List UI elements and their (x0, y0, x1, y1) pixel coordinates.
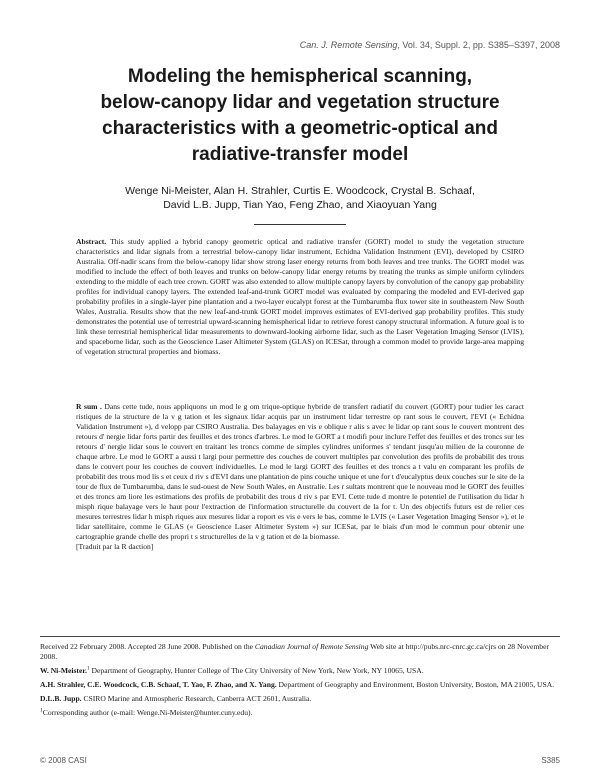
received-note: Received 22 February 2008. Accepted 28 June 2008. Published on the Canadian Journal of Remote Sensing Web site at http://pubs.nrc-cnrc.gc.ca/cjrs on 28 November 2008. (40, 642, 549, 661)
paper-title (40, 64, 560, 168)
citation-details: , Vol. 34, Suppl. 2, pp. S385–S397, 2008 (397, 40, 560, 50)
abstract-text: This study applied a hybrid canopy geometric optical and radiative transfer (GORT) model to study the vegetation structure characteristics and lidar signals from a terrestrial below-canopy lidar instrument, Echidna Validation Instrument (EVI), developed by CSIRO Australia. Off-nadir scans from the below-canopy lidar show strong laser energy returns from both leaves and tree trunks. The GORT model was modified to include the effect of both leaves and trunks on below-canopy lidar energy returns by treating the trunks as simple uniform cylinders extending to the middle of each tree crown. GORT was also extended to allow multiple canopy layers by convolution of the canopy gap probability profiles for individual canopy layers. The extended leaf-and-trunk GORT model was evaluated by comparing the modeled and EVI-derived gap probability profiles in a single-layer pine plantation and a two-layer eucalypt forest at the Tumbarumba flux tower site in southeastern New South Wales, Australia. Results show that the new leaf-and-trunk GORT model improves estimates of EVI-derived gap probability profiles. This study demonstrates the potential use of terrestrial upward-scanning hemispherical lidar to retrieve forest canopy structural information. A future goal is to link these terrestrial hemispherical lidar measurements to downward-looking airborne lidar, such as the Laser Vegetation Imaging Sensor (LVIS), and spaceborne lidar, such as the Geoscience Laser Altimeter System (GLAS) on ICESat, through a common model to provide large-area mapping of vegetation structural properties and biomass. (76, 237, 524, 356)
title-line-1: Modeling the hemispherical scanning, (127, 66, 473, 87)
footnotes (40, 642, 560, 722)
authors-line-1: Wenge Ni-Meister, Alan H. Strahler, Curtis E. Woodcock, Crystal B. Schaaf, (125, 185, 475, 197)
title-line-3: characteristics with a geometric-optical and (102, 118, 498, 139)
abstract (76, 237, 524, 357)
affiliation-jupp: D.L.B. Jupp. CSIRO Marine and Atmospheric Research, Canberra ACT 2601, Australia. (40, 694, 312, 703)
corresponding-author: $^1$Corresponding author (e-mail: Wenge.Ni-Meister@hunter.cuny.edu). (40, 707, 253, 717)
journal-citation (40, 40, 560, 50)
journal-web-name: Canadian Journal of Remote Sensing (254, 642, 369, 651)
page-number: S385 (541, 756, 560, 765)
journal-name: Can. J. Remote Sensing (299, 40, 398, 50)
authors-line-2: David L.B. Jupp, Tian Yao, Feng Zhao, and Xiaoyuan Yang (163, 199, 437, 211)
title-line-2: below-canopy lidar and vegetation structure (100, 92, 500, 113)
affiliation-nimeister: W. Ni-Meister.$^1$ Department of Geography, Hunter College of The City University of New York, New York, NY 10065, USA. (40, 665, 424, 675)
copyright: © 2008 CASI (40, 756, 87, 765)
title-line-4: radiative-transfer model (191, 144, 409, 165)
abstract-label: Abstract. (76, 237, 107, 246)
resume-text: Dans cette tude, nous appliquons un mod le g om trique-optique hybride de transfert radiatif du couvert (GORT) pour tudier les caract ristiques de la structure de la v g tation et les signaux lidar acquis par un instrument lidar terrestre op rant sous le couvert, l'EVI (« Echidna Validation Instrument »), d velopp par CSIRO Australia. Des balayages en vis e oblique r alis s avec le lidar op rant sous le couvert montrent des retours d' nergie lidar forts partir des feuilles et des troncs d'arbres. Le mod le GORT a t modifi pour inclure l'effet des feuilles et des troncs sur les retours d' nergie lidar sous le couvert en traitant les troncs comme de simples cylindres uniformes s' tendant jusqu'au milieu de la couronne de chaque arbre. Le mod le GORT a aussi t largi pour permettre des couches de couvert multiples par convolution des profils de probabilit des trous dans le couvert pour les couches de couvert individuelles. Le mod le largi GORT des feuilles et des troncs a t valu en comparant les profils de probabilit des trous mod lis s et ceux d riv s d'EVI dans une plantation de pins couche unique et une for t d'eucalyptus deux couches sur le site de la tour de flux de Tumbarumba, dans le sud-ouest de New South Wales, en Australie. Les r sultats montrent que le nouveau mod le GORT des feuilles et des troncs am liore les estimations des profils de probabilit des trous d riv s par EVI. Cette tude d montre le potentiel de l'utilisation du lidar h misph rique balayage vers le haut pour l'extraction de l'information structurelle du couvert de la for t. Un des objectifs futurs est de relier ces mesures terrestres lidar h misph riques aux mesures lidar a roport es vis e vers le bas, comme le LVIS (« Laser Vegetation Imaging Sensor »), et le lidar satellitaire, comme le GLAS (« Geoscience Laser Altimeter System ») sur ICESat, par le biais d'un mod le commun pour obtenir une cartographie grande chelle des propri t s structurelles de la v g tation et de la biomasse. (76, 402, 524, 541)
title-divider (254, 224, 346, 225)
resume-label: R sum . (76, 402, 102, 411)
resume (76, 402, 524, 552)
translation-note: [Traduit par la R daction] (76, 542, 154, 551)
author-list (40, 184, 560, 212)
footnote-divider (40, 636, 560, 637)
affiliation-boston: A.H. Strahler, C.E. Woodcock, C.B. Schaaf, T. Yao, F. Zhao, and X. Yang. Department of Geography and Environment, Boston University, Boston, MA 21005, USA. (40, 680, 555, 689)
